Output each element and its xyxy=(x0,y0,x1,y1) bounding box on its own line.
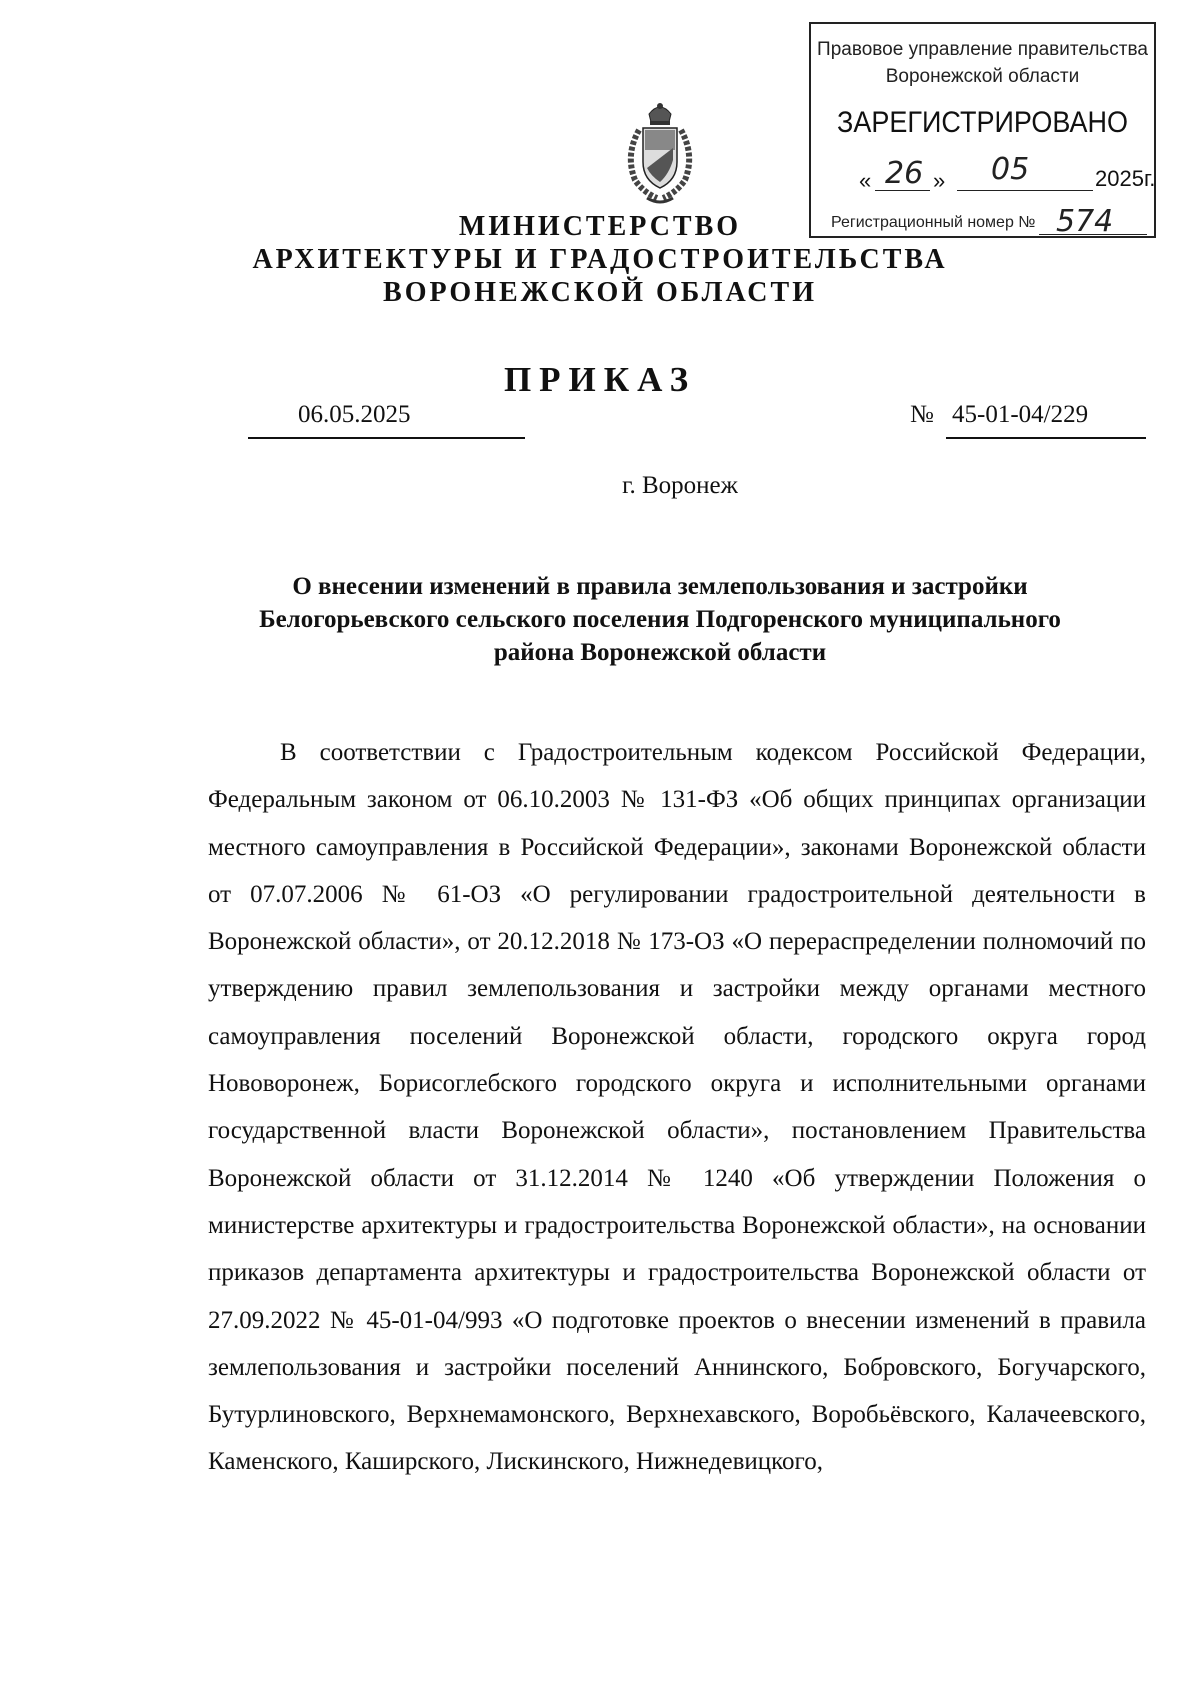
stamp-org-line2: Воронежской области xyxy=(885,66,1080,87)
stamp-reg-number: 574 xyxy=(1056,204,1114,239)
ministry-line3: ВОРОНЕЖСКОЙ ОБЛАСТИ xyxy=(383,277,817,308)
stamp-quote-open: « xyxy=(859,168,872,193)
order-number-label: № xyxy=(910,401,934,428)
stamp-organization xyxy=(811,36,1154,90)
ministry-line2: АРХИТЕКТУРЫ И ГРАДОСТРОИТЕЛЬСТВА xyxy=(252,244,948,275)
registration-stamp xyxy=(809,22,1156,238)
city: г. Воронеж xyxy=(622,472,738,499)
stamp-org-line1: Правовое управление правительства xyxy=(817,39,1148,60)
subject-line1: О внесении изменений в правила землепользования и застройки xyxy=(292,573,1028,600)
order-number: 45-01-04/229 xyxy=(952,401,1089,428)
subject-line2: Белогорьевского сельского поселения Подгоренского муниципального xyxy=(259,606,1061,633)
ministry-header xyxy=(200,210,1000,309)
subject-line3: района Воронежской области xyxy=(493,639,827,666)
stamp-year: 2025г. xyxy=(1095,166,1156,191)
body-paragraph: В соответствии с Градостроительным кодексом Российской Федерации, Федеральным законом от 06.10.2003 № 131-ФЗ «Об общих принципах организации местного самоуправления в Российской Федерации», законами Воронежской области от 07.07.2006 № 61-ОЗ «О регулировании градостроительной деятельности в Воронежской области», от 20.12.2018 № 173-ОЗ «О перераспределении полномочий по утверждению правил землепользования и застройки между органами местного самоуправления поселений Воронежской области, городского округа город Нововоронеж, Борисоглебского городского округа и исполнительными органами государственной власти Воронежской области», постановлением Правительства Воронежской области от 31.12.2014 № 1240 «Об утверждении Положения о министерстве архитектуры и градостроительства Воронежской области», на основании приказов департамента архитектуры и градостроительства Воронежской области от 27.09.2022 № 45-01-04/993 «О подготовке проектов о внесении изменений в правила землепользования и застройки поселений Аннинского, Бобровского, Богучарского, Бутурлиновского, Верхнемамонского, Верхнехавского, Воробьёвского, Калачеевского, Каменского, Каширского, Лискинского, Нижнедевицкого, xyxy=(208,739,1146,1476)
stamp-day: 26 xyxy=(885,156,924,191)
stamp-reg-label: Регистрационный номер № xyxy=(831,214,1036,231)
ministry-line1: МИНИСТЕРСТВО xyxy=(458,211,742,242)
order-subject xyxy=(210,570,1110,669)
stamp-date xyxy=(851,152,1156,200)
order-date: 06.05.2025 xyxy=(298,401,411,428)
document-type: ПРИКАЗ xyxy=(503,360,697,399)
stamp-quote-close: » xyxy=(933,168,946,193)
stamp-status: ЗАРЕГИСТРИРОВАНО xyxy=(837,106,1128,139)
stamp-month-line xyxy=(957,190,1093,191)
order-number-field xyxy=(946,401,1146,439)
coat-of-arms-icon xyxy=(621,100,699,208)
order-date-field xyxy=(248,401,525,439)
stamp-month: 05 xyxy=(991,152,1030,187)
